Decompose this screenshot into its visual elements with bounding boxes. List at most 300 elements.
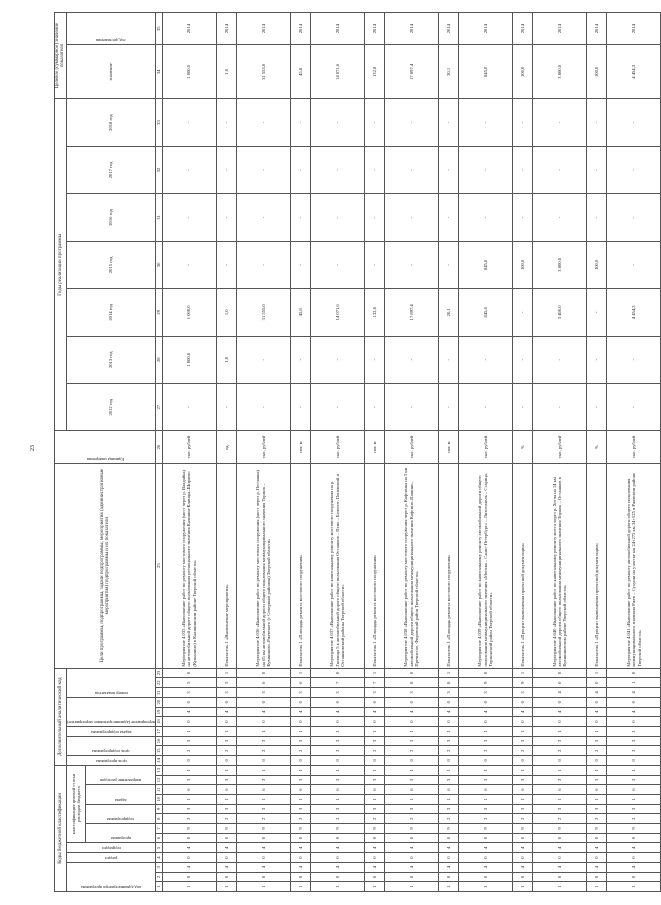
- value-header: значение: [66, 45, 155, 99]
- code-digit: 0: [533, 668, 587, 678]
- code-digit: 0: [310, 697, 364, 707]
- row-target-year: 2014: [607, 13, 661, 45]
- code-digit: 1: [364, 668, 384, 678]
- code-digit: 4: [310, 707, 364, 717]
- row-target-year: 2014: [459, 13, 513, 45]
- column-number: 18: [156, 717, 162, 727]
- code-digit: 6: [587, 785, 607, 795]
- column-number: 27: [156, 383, 162, 430]
- row-value-2016: -: [438, 194, 458, 241]
- code-digit: 9: [290, 824, 310, 834]
- code-digit: 1: [607, 726, 661, 736]
- row-value-2017: -: [513, 146, 533, 193]
- code-digit: 2: [216, 814, 236, 824]
- code-digit: 4: [236, 862, 290, 872]
- target-group-header: Целевое (суммарное) значение показателя: [55, 13, 67, 99]
- code-digit: 2: [216, 746, 236, 756]
- unit-header: Единица измерения: [55, 431, 156, 463]
- row-value-2016: -: [236, 194, 290, 241]
- code-digit: 0: [533, 756, 587, 766]
- code-digit: 3: [459, 736, 513, 746]
- code-digit: 9: [384, 824, 438, 834]
- row-value-2014: -: [587, 289, 607, 336]
- table-row: [216, 13, 236, 892]
- code-digit: 3: [384, 736, 438, 746]
- table-row: [587, 13, 607, 892]
- code-digit: 1: [364, 726, 384, 736]
- row-target-year: 2014: [587, 13, 607, 45]
- section-header: раздел: [66, 853, 155, 863]
- row-value-2018: -: [513, 99, 533, 146]
- code-digit: 0: [533, 697, 587, 707]
- table-row: [236, 13, 290, 892]
- code-digit: 4: [216, 707, 236, 717]
- row-value-2012: -: [438, 383, 458, 430]
- code-digit: 3: [607, 736, 661, 746]
- code-digit: 1: [236, 794, 290, 804]
- row-value-2015: -: [290, 241, 310, 288]
- subprogram-header: подпрограмма: [86, 804, 156, 823]
- year-2015-header: 2015 год: [66, 241, 155, 288]
- row-value-2014: 45,8: [290, 289, 310, 336]
- code-digit: 4: [438, 843, 458, 853]
- row-value-2017: -: [533, 146, 587, 193]
- code-digit: 0: [459, 833, 513, 843]
- code-digit: 4: [513, 707, 533, 717]
- code-digit: 6: [162, 785, 216, 795]
- code-digit: 1: [587, 765, 607, 775]
- code-digit: 0: [290, 697, 310, 707]
- row-value-2014: 1,0: [216, 289, 236, 336]
- column-number: 23: [156, 668, 162, 678]
- code-digit: 6: [384, 785, 438, 795]
- code-digit: 1: [236, 765, 290, 775]
- code-digit: 1: [216, 765, 236, 775]
- code-digit: 0: [236, 872, 290, 882]
- code-digit: 1: [310, 882, 364, 892]
- column-number: 30: [156, 241, 162, 288]
- year-2012-header: 2012 год: [66, 383, 155, 430]
- code-digit: 1: [587, 726, 607, 736]
- code-digit: 0: [513, 717, 533, 727]
- code-digit: 0: [607, 756, 661, 766]
- page-number: 23: [30, 445, 36, 451]
- code-digit: 0: [513, 833, 533, 843]
- code-digit: 3: [310, 688, 364, 698]
- code-digit: 2: [290, 814, 310, 824]
- column-number: 34: [156, 45, 162, 99]
- code-digit: 0: [384, 833, 438, 843]
- row-description: Мероприятие 4.038 «Выполнение работ по ремонту мостового сооружения через р. Кафтинка на 3 км автомобильной дороги общего пользования межмуниципального значения Кафтино–Пашино–Пречистое, Фировский район Тверской области»: [384, 463, 438, 668]
- code-digit: 4: [364, 843, 384, 853]
- column-number: 10: [156, 794, 162, 804]
- code-digit: 3: [513, 736, 533, 746]
- code-digit: 9: [364, 824, 384, 834]
- code-digit: 4: [587, 688, 607, 698]
- row-value-2013: 1 000,0: [162, 336, 216, 383]
- row-target-value: 14 071,6: [310, 45, 364, 99]
- code-digit: 0: [216, 833, 236, 843]
- row-value-2017: -: [290, 146, 310, 193]
- row-value-2014: 3 400,0: [533, 289, 587, 336]
- code-digit: 4: [533, 862, 587, 872]
- row-unit: ед.: [216, 431, 236, 463]
- row-value-2016: -: [607, 194, 661, 241]
- row-value-2018: -: [216, 99, 236, 146]
- row-value-2013: -: [587, 336, 607, 383]
- code-digit: 9: [310, 824, 364, 834]
- column-number: 1: [156, 882, 162, 892]
- code-digit: 0: [607, 668, 661, 678]
- code-digit: 3: [607, 804, 661, 814]
- column-number: 29: [156, 289, 162, 336]
- code-digit: 3: [364, 736, 384, 746]
- code-digit: 1: [236, 726, 290, 736]
- code-digit: 0: [384, 872, 438, 882]
- code-digit: 6: [364, 785, 384, 795]
- description-header: Цели программы, подпрограммы, задачи подпрограммы, мероприятия (административные мероприятия) подпрограммы и их показатели: [55, 463, 156, 668]
- code-digit: 4: [384, 707, 438, 717]
- code-digit: 1: [216, 668, 236, 678]
- code-digit: 2: [607, 746, 661, 756]
- row-value-2014: 1 000,0: [162, 289, 216, 336]
- row-value-2013: -: [438, 336, 458, 383]
- code-digit: 1: [290, 726, 310, 736]
- column-number: 2: [156, 872, 162, 882]
- code-digit: 1: [533, 882, 587, 892]
- row-value-2018: -: [607, 99, 661, 146]
- code-digit: 1: [607, 678, 661, 688]
- code-digit: 0: [236, 717, 290, 727]
- column-number: 20: [156, 697, 162, 707]
- row-unit: пог. м: [438, 431, 458, 463]
- code-digit: 2: [459, 814, 513, 824]
- code-digit: 4: [587, 862, 607, 872]
- code-digit: 0: [216, 853, 236, 863]
- code-digit: 1: [162, 765, 216, 775]
- row-value-2016: -: [513, 194, 533, 241]
- code-digit: 3: [513, 775, 533, 785]
- code-digit: 0: [459, 697, 513, 707]
- row-value-2015: 100,0: [587, 241, 607, 288]
- code-digit: 9: [513, 678, 533, 688]
- code-digit: 5: [162, 678, 216, 688]
- code-digit: 4: [438, 862, 458, 872]
- row-unit: тыс. рублей: [310, 431, 364, 463]
- row-value-2012: -: [236, 383, 290, 430]
- code-digit: 1: [513, 668, 533, 678]
- code-digit: 2: [533, 746, 587, 756]
- row-value-2015: -: [216, 241, 236, 288]
- code-digit: 4: [459, 862, 513, 872]
- table-row: [310, 13, 364, 892]
- code-digit: 0: [364, 833, 384, 843]
- row-value-2016: -: [364, 194, 384, 241]
- code-digit: 0: [438, 853, 458, 863]
- row-value-2018: -: [459, 99, 513, 146]
- code-digit: 9: [459, 824, 513, 834]
- code-digit: 0: [587, 697, 607, 707]
- code-digit: 3: [438, 688, 458, 698]
- code-digit: 5: [216, 678, 236, 688]
- code-digit: 1: [459, 882, 513, 892]
- code-digit: 1: [290, 668, 310, 678]
- code-digit: 3: [384, 804, 438, 814]
- row-value-2014: 845,0: [459, 289, 513, 336]
- code-digit: 8: [384, 678, 438, 688]
- row-value-2018: -: [384, 99, 438, 146]
- row-value-2014: 20,1: [438, 289, 458, 336]
- row-description: Показатель 1 «Процент выполнения проектной документации»: [587, 463, 607, 668]
- row-target-year: 2014: [533, 13, 587, 45]
- code-digit: 3: [459, 775, 513, 785]
- code-digit: 2: [438, 746, 458, 756]
- row-value-2016: -: [587, 194, 607, 241]
- code-digit: 0: [236, 697, 290, 707]
- code-digit: 3: [384, 775, 438, 785]
- row-value-2013: -: [459, 336, 513, 383]
- code-digit: 1: [162, 794, 216, 804]
- code-digit: 6: [459, 785, 513, 795]
- row-target-year: 2014: [290, 13, 310, 45]
- code-digit: 9: [438, 824, 458, 834]
- row-target-value: 100,0: [513, 45, 533, 99]
- code-digit: 3: [384, 688, 438, 698]
- code-digit: 4: [216, 862, 236, 872]
- code-digit: 0: [513, 756, 533, 766]
- code-digit: 1: [607, 765, 661, 775]
- subgoal-header: цель подпрограммы: [66, 736, 155, 755]
- row-value-2018: -: [162, 99, 216, 146]
- code-digit: 0: [587, 872, 607, 882]
- row-value-2015: -: [236, 241, 290, 288]
- code-digit: 3: [513, 688, 533, 698]
- row-value-2016: -: [310, 194, 364, 241]
- table-row: [290, 13, 310, 892]
- code-digit: 0: [162, 756, 216, 766]
- code-digit: 3: [533, 804, 587, 814]
- row-value-2017: -: [384, 146, 438, 193]
- row-value-2012: -: [162, 383, 216, 430]
- row-unit: тыс. рублей: [162, 431, 216, 463]
- code-digit: 6: [607, 785, 661, 795]
- table-row: [364, 13, 384, 892]
- column-number: 33: [156, 99, 162, 146]
- code-digit: 4: [587, 707, 607, 717]
- code-digit: 4: [438, 707, 458, 717]
- code-digit: 0: [587, 756, 607, 766]
- column-number: 6: [156, 833, 162, 843]
- code-digit: 0: [310, 717, 364, 727]
- code-digit: 2: [587, 746, 607, 756]
- column-number: 31: [156, 194, 162, 241]
- row-target-value: 1 000,0: [162, 45, 216, 99]
- row-target-value: 132,8: [364, 45, 384, 99]
- code-digit: 6: [533, 785, 587, 795]
- code-digit: 1: [310, 726, 364, 736]
- code-digit: 4: [364, 862, 384, 872]
- row-value-2013: -: [607, 336, 661, 383]
- code-digit: 6: [290, 678, 310, 688]
- code-digit: 0: [533, 833, 587, 843]
- code-digit: 0: [364, 872, 384, 882]
- row-target-value: 45,8: [290, 45, 310, 99]
- code-digit: 0: [587, 678, 607, 688]
- code-digit: 1: [533, 794, 587, 804]
- row-value-2012: -: [533, 383, 587, 430]
- row-value-2012: -: [216, 383, 236, 430]
- code-digit: 0: [587, 833, 607, 843]
- row-value-2015: -: [364, 241, 384, 288]
- code-digit: 0: [438, 717, 458, 727]
- column-number: 26: [156, 431, 162, 463]
- code-digit: 6: [216, 785, 236, 795]
- code-digit: 1: [236, 882, 290, 892]
- code-digit: 4: [607, 707, 661, 717]
- code-digit: 4: [607, 862, 661, 872]
- code-digit: 2: [162, 814, 216, 824]
- code-digit: 1: [364, 794, 384, 804]
- table-row: [438, 13, 458, 892]
- column-number: 28: [156, 336, 162, 383]
- row-value-2018: -: [236, 99, 290, 146]
- code-digit: 0: [384, 756, 438, 766]
- code-digit: 1: [513, 794, 533, 804]
- code-digit: 0: [162, 717, 216, 727]
- code-digit: 0: [236, 853, 290, 863]
- code-digit: 1: [459, 726, 513, 736]
- row-description: Мероприятие 4.041 «Выполнение работ по ремонту автомобильной дороги общего пользования межмуниципального значения Ржев – Сухуши на участке км 24+275 км 34+525 в Ржевском районе Тверской области»: [607, 463, 661, 668]
- code-digit: 0: [310, 872, 364, 882]
- row-value-2012: -: [587, 383, 607, 430]
- row-unit: %: [587, 431, 607, 463]
- code-digit: 0: [236, 833, 290, 843]
- code-digit: 9: [162, 824, 216, 834]
- code-digit: 0: [533, 853, 587, 863]
- subsection-header: подраздел: [66, 843, 155, 853]
- row-value-2018: -: [587, 99, 607, 146]
- code-digit: 1: [310, 765, 364, 775]
- code-digit: 9: [216, 824, 236, 834]
- code-digit: 3: [364, 804, 384, 814]
- code-digit: 0: [216, 697, 236, 707]
- code-digit: 4: [236, 707, 290, 717]
- code-digit: 6: [438, 785, 458, 795]
- row-value-2015: 3 800,0: [533, 241, 587, 288]
- row-value-2018: -: [533, 99, 587, 146]
- code-digit: 9: [533, 824, 587, 834]
- row-value-2018: -: [290, 99, 310, 146]
- code-digit: 2: [364, 746, 384, 756]
- code-digit: 3: [236, 736, 290, 746]
- code-digit: 0: [236, 756, 290, 766]
- row-value-2012: -: [513, 383, 533, 430]
- row-value-2015: 100,0: [513, 241, 533, 288]
- column-number: 13: [156, 765, 162, 775]
- code-digit: 1: [438, 765, 458, 775]
- code-digit: 3: [310, 775, 364, 785]
- code-digit: 4: [310, 862, 364, 872]
- code-digit: 4: [162, 707, 216, 717]
- code-digit: 1: [162, 882, 216, 892]
- code-digit: 0: [216, 756, 236, 766]
- code-digit: 0: [162, 697, 216, 707]
- column-number: 19: [156, 707, 162, 717]
- row-unit: тыс. рублей: [533, 431, 587, 463]
- row-value-2013: -: [364, 336, 384, 383]
- row-value-2016: -: [459, 194, 513, 241]
- row-unit: тыс. рублей: [607, 431, 661, 463]
- row-target-value: 1,0: [216, 45, 236, 99]
- column-number: 17: [156, 726, 162, 736]
- row-target-value: 3 800,0: [533, 45, 587, 99]
- code-digit: 4: [310, 843, 364, 853]
- code-digit: 3: [587, 804, 607, 814]
- code-digit: 0: [384, 717, 438, 727]
- code-digit: 6: [513, 785, 533, 795]
- code-digit: 0: [607, 717, 661, 727]
- row-target-value: 4 454,3: [607, 45, 661, 99]
- row-value-2013: -: [310, 336, 364, 383]
- code-digit: 3: [162, 688, 216, 698]
- code-digit: 3: [438, 804, 458, 814]
- code-digit: 3: [162, 736, 216, 746]
- row-value-2012: -: [384, 383, 438, 430]
- year-2016-header: 2016 год: [66, 194, 155, 241]
- row-value-2012: -: [607, 383, 661, 430]
- code-digit: 9: [513, 824, 533, 834]
- code-digit: 3: [216, 804, 236, 814]
- row-value-2014: 17 897,4: [384, 289, 438, 336]
- row-value-2013: -: [513, 336, 533, 383]
- row-unit: пог. м: [364, 431, 384, 463]
- row-description: Показатель 1 «Площадь ремонта мостового сооружения»: [364, 463, 384, 668]
- row-description: Мероприятие 4.035 «Выполнение работ по ремонту мостового сооружения (мост через р. Валдайка) на автомобильной дороге общего пользования регионального значения Калинин-Клинцы–Ширяево (Кушалино) в Калининском районе Тверской области»: [162, 463, 216, 668]
- code-digit: 1: [459, 794, 513, 804]
- code-digit: 0: [310, 756, 364, 766]
- column-number: 9: [156, 804, 162, 814]
- code-digit: 0: [533, 717, 587, 727]
- row-value-2017: -: [459, 146, 513, 193]
- code-digit: 3: [364, 775, 384, 785]
- row-description: Мероприятие 4.037 «Выполнение работ по капитальному ремонту мостового сооружения на р. Гнилица 5 к автомобильной дороге общего пользования Осташков – Пено – Бологое, Пеновский и Осташковский районы Тверской области»: [310, 463, 364, 668]
- code-digit: 2: [459, 746, 513, 756]
- code-digit: 1: [587, 668, 607, 678]
- year-2014-header: 2014 год: [66, 289, 155, 336]
- code-digit: 0: [438, 872, 458, 882]
- code-digit: 2: [384, 814, 438, 824]
- admin-code-header: код администратора программы: [66, 862, 155, 891]
- code-digit: 4: [384, 862, 438, 872]
- row-target-value: 845,0: [459, 45, 513, 99]
- column-number: 15: [156, 746, 162, 756]
- table-row: [607, 13, 661, 892]
- code-digit: 0: [364, 853, 384, 863]
- column-number: 32: [156, 146, 162, 193]
- code-digit: 3: [310, 804, 364, 814]
- row-value-2015: -: [438, 241, 458, 288]
- code-digit: 2: [384, 746, 438, 756]
- code-digit: 1: [513, 765, 533, 775]
- code-digit: 3: [438, 736, 458, 746]
- code-digit: 3: [216, 736, 236, 746]
- code-digit: 4: [236, 843, 290, 853]
- code-digit: 0: [459, 872, 513, 882]
- row-value-2012: -: [364, 383, 384, 430]
- code-digit: 3: [459, 804, 513, 814]
- code-digit: 4: [513, 843, 533, 853]
- row-value-2014: 14 071,6: [310, 289, 364, 336]
